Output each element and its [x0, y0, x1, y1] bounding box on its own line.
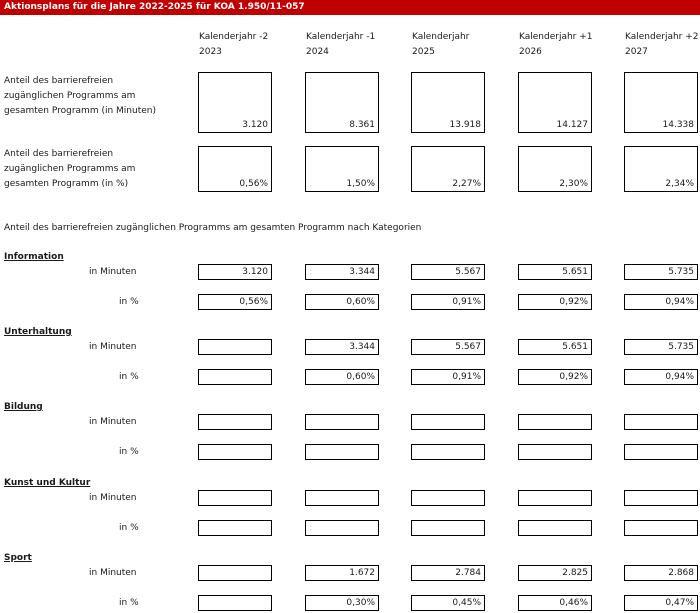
row-label-percent: in %: [119, 447, 139, 457]
row-label-minutes: in Minuten: [89, 342, 137, 352]
cell-value: 0,94%: [665, 297, 694, 307]
category-percent-cell[interactable]: [305, 444, 379, 460]
category-percent-cell[interactable]: [518, 444, 592, 460]
category-minutes-cell[interactable]: [624, 490, 698, 506]
row-label-minutes: in Minuten: [89, 417, 137, 427]
category-minutes-cell[interactable]: [198, 339, 272, 355]
row-label-percent: in %: [119, 297, 139, 307]
category-minutes-cell[interactable]: [305, 339, 379, 355]
category-percent-cell[interactable]: [198, 294, 272, 310]
cell-value: 0,30%: [346, 598, 375, 608]
cell-value: 0,60%: [346, 297, 375, 307]
category-minutes-cell[interactable]: [198, 414, 272, 430]
title-bar: [0, 0, 700, 15]
category-minutes-cell[interactable]: [411, 339, 485, 355]
overall-percent-cell[interactable]: [198, 146, 272, 192]
category-minutes-cell[interactable]: [624, 339, 698, 355]
category-minutes-cell[interactable]: [198, 490, 272, 506]
category-minutes-cell[interactable]: [518, 414, 592, 430]
category-percent-cell[interactable]: [198, 520, 272, 536]
category-percent-cell[interactable]: [305, 294, 379, 310]
category-percent-cell[interactable]: [624, 444, 698, 460]
cell-value: 0,92%: [559, 297, 588, 307]
cell-value: 8.361: [349, 120, 375, 130]
row-label-percent: in %: [119, 523, 139, 533]
category-heading: Information: [4, 252, 64, 262]
category-percent-cell[interactable]: [624, 520, 698, 536]
cell-value: 0,56%: [239, 179, 268, 189]
cell-value: 2.825: [562, 568, 588, 578]
overall-percent-cell[interactable]: [518, 146, 592, 192]
cell-value: 2.784: [455, 568, 481, 578]
cell-value: 5.651: [562, 342, 588, 352]
categories-heading: Anteil des barrierefreien zugänglichen Programms am gesamten Programm nach Kategorien: [4, 223, 422, 233]
category-percent-cell[interactable]: [305, 369, 379, 385]
category-minutes-cell[interactable]: [198, 565, 272, 581]
category-minutes-cell[interactable]: [411, 490, 485, 506]
category-minutes-cell[interactable]: [198, 264, 272, 280]
overall-percent-cell[interactable]: [411, 146, 485, 192]
category-percent-cell[interactable]: [518, 369, 592, 385]
cell-value: 2,30%: [559, 179, 588, 189]
category-percent-cell[interactable]: [198, 444, 272, 460]
cell-value: 0,91%: [452, 297, 481, 307]
cell-value: 3.344: [349, 342, 375, 352]
category-minutes-cell[interactable]: [411, 414, 485, 430]
category-percent-cell[interactable]: [518, 520, 592, 536]
year-header-year: 2026: [519, 47, 542, 57]
cell-value: 13.918: [449, 120, 481, 130]
cell-value: 5.651: [562, 267, 588, 277]
category-percent-cell[interactable]: [518, 595, 592, 611]
row-label-percent: in %: [119, 598, 139, 608]
cell-value: 0,45%: [452, 598, 481, 608]
year-header-label: Kalenderjahr: [412, 32, 470, 42]
category-percent-cell[interactable]: [411, 595, 485, 611]
category-minutes-cell[interactable]: [624, 414, 698, 430]
cell-value: 0,91%: [452, 372, 481, 382]
category-percent-cell[interactable]: [305, 520, 379, 536]
overall-minutes-cell[interactable]: [518, 72, 592, 133]
category-heading: Bildung: [4, 402, 43, 412]
cell-value: 5.735: [668, 342, 694, 352]
overall-minutes-cell[interactable]: [198, 72, 272, 133]
category-percent-cell[interactable]: [411, 520, 485, 536]
category-minutes-cell[interactable]: [518, 339, 592, 355]
category-minutes-cell[interactable]: [624, 264, 698, 280]
category-minutes-cell[interactable]: [411, 565, 485, 581]
overall-minutes-cell[interactable]: [411, 72, 485, 133]
cell-value: 0,46%: [559, 598, 588, 608]
cell-value: 5.567: [455, 342, 481, 352]
row-label-minutes: in Minuten: [89, 493, 137, 503]
cell-value: 14.338: [662, 120, 694, 130]
category-percent-cell[interactable]: [624, 595, 698, 611]
row-label-percent: in %: [119, 372, 139, 382]
category-minutes-cell[interactable]: [411, 264, 485, 280]
cell-value: 5.735: [668, 267, 694, 277]
category-heading: Kunst und Kultur: [4, 478, 91, 488]
row-label-overall-minutes: Anteil des barrierefreien zugänglichen Programms am gesamten Programm (in Minuten): [4, 76, 156, 116]
category-minutes-cell[interactable]: [305, 414, 379, 430]
cell-value: 3.120: [242, 267, 268, 277]
category-percent-cell[interactable]: [624, 369, 698, 385]
cell-value: 14.127: [556, 120, 588, 130]
category-minutes-cell[interactable]: [305, 490, 379, 506]
overall-minutes-cell[interactable]: [624, 72, 698, 133]
category-percent-cell[interactable]: [624, 294, 698, 310]
cell-value: 2,34%: [665, 179, 694, 189]
cell-value: 0,56%: [239, 297, 268, 307]
page-title: Aktionsplans für die Jahre 2022-2025 für KOA 1.950/11-057: [4, 2, 305, 12]
category-minutes-cell[interactable]: [518, 565, 592, 581]
category-minutes-cell[interactable]: [624, 565, 698, 581]
cell-value: 2.868: [668, 568, 694, 578]
year-header-label: Kalenderjahr -1: [306, 32, 376, 42]
category-percent-cell[interactable]: [198, 595, 272, 611]
cell-value: 0,94%: [665, 372, 694, 382]
cell-value: 2,27%: [452, 179, 481, 189]
year-header-year: 2023: [199, 47, 222, 57]
cell-value: 3.344: [349, 267, 375, 277]
category-minutes-cell[interactable]: [518, 264, 592, 280]
year-header-year: 2025: [412, 47, 435, 57]
row-label-overall-percent: Anteil des barrierefreien zugänglichen Programms am gesamten Programm (in %): [4, 149, 136, 189]
year-header-year: 2024: [306, 47, 329, 57]
year-header-year: 2027: [625, 47, 648, 57]
category-heading: Sport: [4, 553, 32, 563]
overall-percent-cell[interactable]: [305, 146, 379, 192]
category-percent-cell[interactable]: [411, 444, 485, 460]
overall-percent-cell[interactable]: [624, 146, 698, 192]
cell-value: 3.120: [242, 120, 268, 130]
year-header-label: Kalenderjahr +2: [625, 32, 699, 42]
row-label-minutes: in Minuten: [89, 568, 137, 578]
category-heading: Unterhaltung: [4, 327, 72, 337]
category-minutes-cell[interactable]: [518, 490, 592, 506]
year-header-label: Kalenderjahr +1: [519, 32, 593, 42]
category-percent-cell[interactable]: [305, 595, 379, 611]
cell-value: 1.672: [349, 568, 375, 578]
category-minutes-cell[interactable]: [305, 264, 379, 280]
overall-minutes-cell[interactable]: [305, 72, 379, 133]
cell-value: 1,50%: [346, 179, 375, 189]
category-percent-cell[interactable]: [198, 369, 272, 385]
category-percent-cell[interactable]: [518, 294, 592, 310]
row-label-minutes: in Minuten: [89, 267, 137, 277]
year-header-label: Kalenderjahr -2: [199, 32, 269, 42]
cell-value: 0,92%: [559, 372, 588, 382]
cell-value: 0,60%: [346, 372, 375, 382]
cell-value: 5.567: [455, 267, 481, 277]
category-percent-cell[interactable]: [411, 294, 485, 310]
category-percent-cell[interactable]: [411, 369, 485, 385]
cell-value: 0,47%: [665, 598, 694, 608]
category-minutes-cell[interactable]: [305, 565, 379, 581]
